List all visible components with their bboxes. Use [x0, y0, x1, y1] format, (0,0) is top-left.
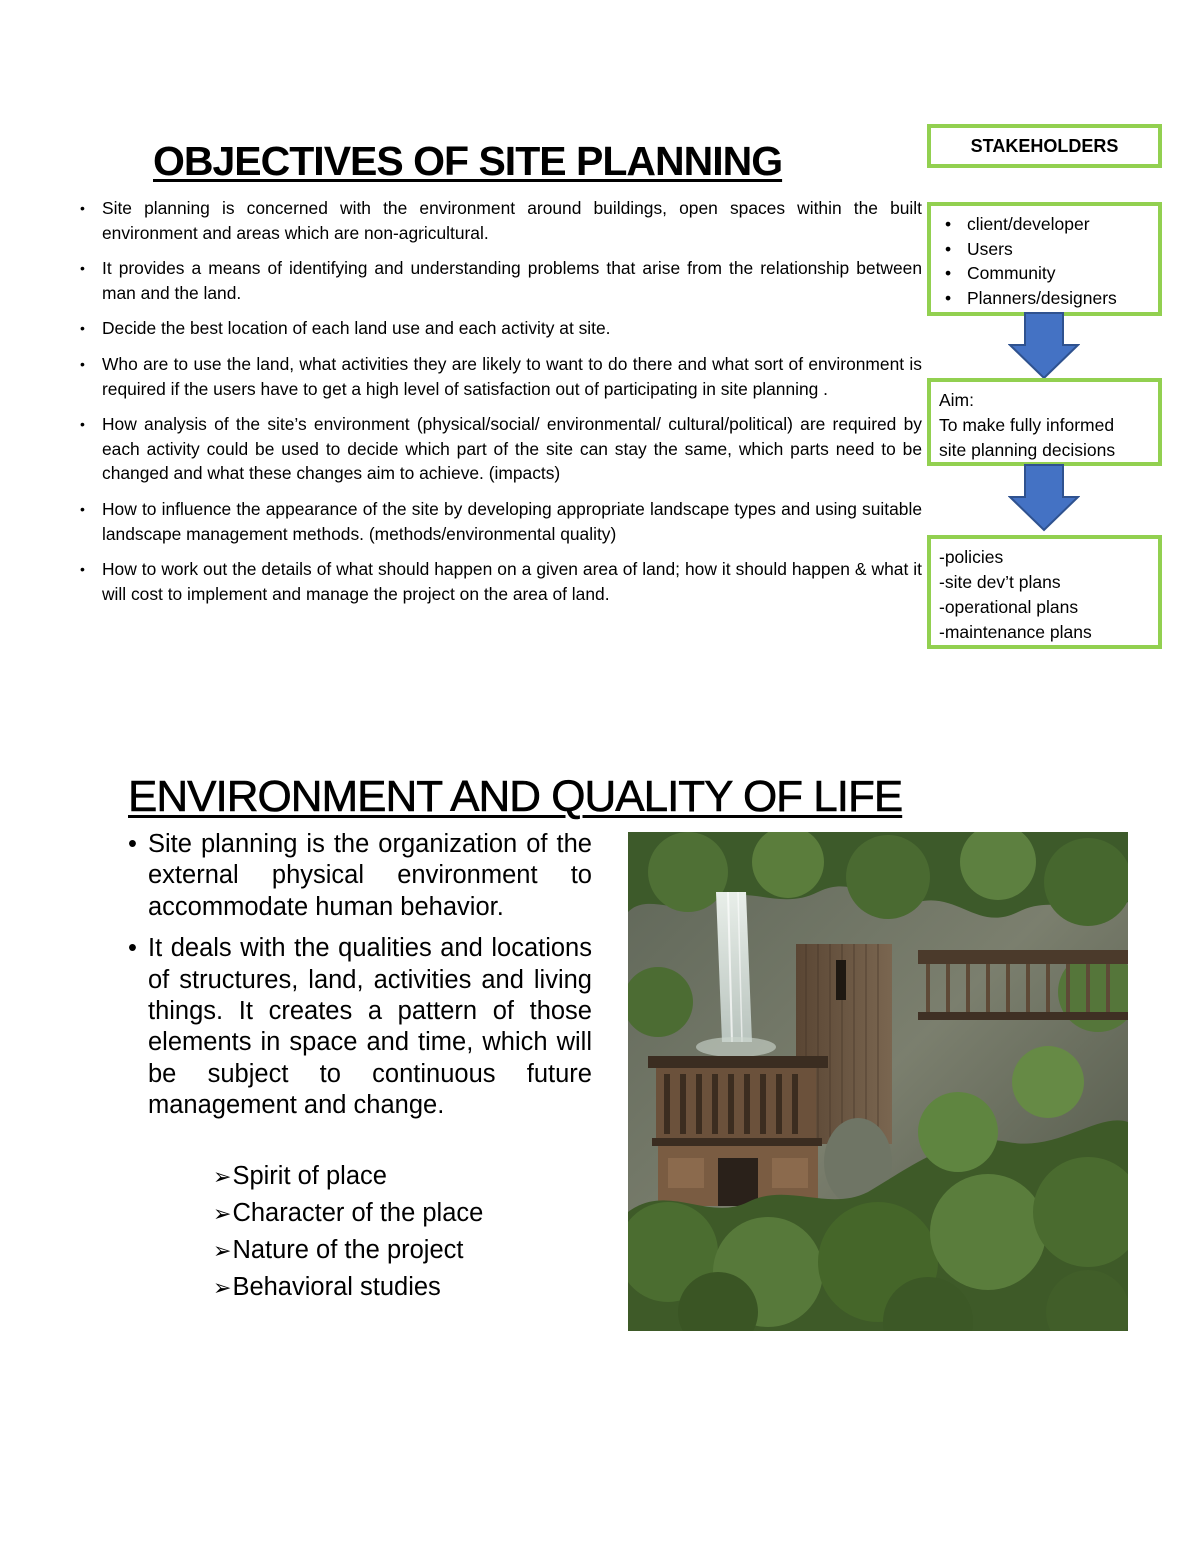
stakeholders-title-box [927, 124, 1162, 168]
quality-factor-label: Behavioral studies [232, 1273, 441, 1301]
objectives-title: OBJECTIVES OF SITE PLANNING [153, 138, 783, 184]
aim-label: Aim: [939, 390, 974, 410]
stakeholders-list [937, 212, 1152, 310]
quality-factor-label: Nature of the project [232, 1236, 464, 1264]
arrow-bullet-icon: ➢ [213, 1164, 232, 1189]
house-on-cliff-photo [628, 832, 1128, 1331]
down-arrow-icon [1008, 464, 1080, 532]
output-item: -policies [939, 547, 1004, 567]
stakeholder-item: • Planners/designers [937, 286, 1152, 311]
environment-list [126, 829, 592, 1132]
objective-item: • How to influence the appearance of the site by developing appropriate landscape types and using suitable landscape management methods. (methods/environmental quality) [78, 497, 922, 546]
quality-factor-label: Character of the place [232, 1199, 484, 1227]
aim-text-line: site planning decisions [939, 440, 1116, 460]
output-item: -site dev’t plans [939, 572, 1061, 592]
quality-factor-item [213, 1158, 483, 1195]
objective-item: • Decide the best location of each land use and each activity at site. [78, 316, 922, 341]
arrow-bullet-icon: ➢ [213, 1275, 232, 1300]
objective-item: • It provides a means of identifying and understanding problems that arise from the relationship between man and the land. [78, 256, 922, 305]
arrow-bullet-icon: ➢ [213, 1201, 232, 1226]
quality-factor-label: Spirit of place [232, 1162, 387, 1190]
environment-title: ENVIRONMENT AND QUALITY OF LIFE [128, 772, 903, 821]
environment-item: • Site planning is the organization of the external physical environment to accommodate human behavior. [126, 829, 592, 923]
stakeholder-item: • Users [937, 237, 1152, 262]
arrow-bullet-icon: ➢ [213, 1238, 232, 1263]
output-item: -maintenance plans [939, 622, 1092, 642]
aim-box [927, 378, 1162, 466]
stakeholder-item: • Community [937, 261, 1152, 286]
objective-item: • How to work out the details of what should happen on a given area of land; how it should happen & what it will cost to implement and manage the project on the area of land. [78, 557, 922, 606]
quality-factors-list [213, 1158, 483, 1306]
objective-item: • Site planning is concerned with the environment around buildings, open spaces within the built environment and areas which are non-agricultural. [78, 196, 922, 245]
quality-factor-item [213, 1232, 483, 1269]
stakeholders-list-box [927, 202, 1162, 316]
environment-item: • It deals with the qualities and locations of structures, land, activities and living things. It creates a pattern of those elements in space and time, which will be subject to continuous future management and change. [126, 933, 592, 1121]
stakeholder-item: • client/developer [937, 212, 1152, 237]
objective-item: • How analysis of the site’s environment (physical/social/ environmental/ cultural/political) are required by each activity could be used to decide which part of the site can stay the same, which parts need to be changed and what these changes aim to achieve. (impacts) [78, 412, 922, 486]
outputs-box [927, 535, 1162, 649]
objective-item: • Who are to use the land, what activities they are likely to want to do there and what sort of environment is required if the users have to get a high level of satisfaction out of participating in site planning . [78, 352, 922, 401]
output-item: -operational plans [939, 597, 1079, 617]
stakeholders-title: STAKEHOLDERS [970, 136, 1119, 156]
quality-factor-item [213, 1269, 483, 1306]
down-arrow-icon [1008, 312, 1080, 380]
quality-factor-item [213, 1195, 483, 1232]
objectives-list [78, 196, 922, 617]
aim-text-line: To make fully informed [939, 415, 1115, 435]
